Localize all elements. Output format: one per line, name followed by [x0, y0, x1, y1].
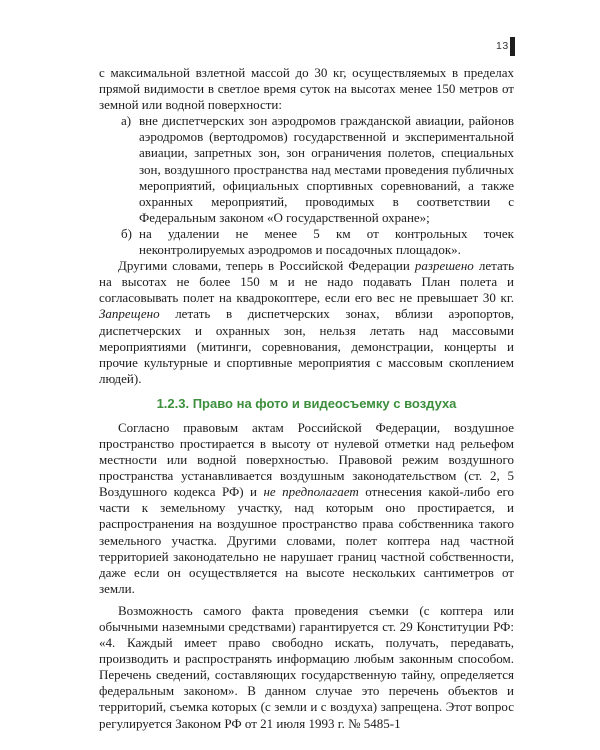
emphasis-allowed: разрешено — [414, 258, 474, 274]
list-item-text: вне диспетчерских зон аэродромов гражданской авиации, районов аэродромов (вертодромов) государственной и экспериментальной авиации, запретных зон, зон ограничения полетов, специальных зон, воздушного пространства над местами проведения публичных мероприятий, официальных спортивных соревнований, а также охранных мероприятий, проводимых в соответствии с Федеральным законом «О государственной охране»; — [139, 113, 514, 225]
section-heading: 1.2.3. Право на фото и видеосъемку с воздуха — [156, 395, 457, 411]
list-item-b — [99, 226, 514, 258]
paragraph-airspace — [99, 420, 514, 597]
page-body — [99, 65, 514, 732]
page-number: 13 — [496, 40, 509, 52]
list-marker: а) — [121, 113, 132, 129]
emphasis-not-implied: не предполагает — [263, 484, 359, 500]
text-run: Согласно правовым актам Российской Федерации, воздушное пространство простирается в высоту от нулевой отметки над рельефом местности или водной поверхностью. Правовой режим воздушного пространства устанавливается воздушным законодательством (ст. 2, 5 Воздушного кодекса РФ) и — [99, 419, 514, 500]
page-number-marker — [510, 37, 515, 56]
text-run: Другими словами, теперь в Российской Федерации — [118, 258, 415, 274]
paragraph-constitution: Возможность самого факта проведения съемки (с коптера или обычными наземными средствами) гарантируется ст. 29 Конституции РФ: «4. Каждый имеет право свободно искать, получать, передавать, производить и распространять информацию любым законным способом. Перечень сведений, составляющих государственную тайну, определяется федеральным законом». В данном случае это перечень объектов и территорий, съемка которых (с земли и с воздуха) запрещена. Этот вопрос регулируется Законом РФ от 21 июля 1993 г. № 5485-1 — [99, 602, 514, 731]
list-item-text: на удалении не менее 5 км от контрольных точек неконтролируемых аэродромов и посадочных площадок». — [139, 225, 514, 258]
paragraph-summary — [99, 258, 514, 387]
list-item-a — [99, 113, 514, 226]
paragraph-intro: с максимальной взлетной массой до 30 кг, осуществляемых в пределах прямой видимости в светлое время суток на высотах менее 150 метров от земной или водной поверхности: — [99, 65, 514, 113]
emphasis-forbidden: Запрещено — [99, 306, 160, 322]
text-run: летать в диспетчерских зонах, вблизи аэропортов, диспетчерских и охранных зон, нельзя летать над массовыми мероприятиями (митинги, соревнования, демонстрации, концерты и прочие культурные и спортивные мероприятия с массовым скоплением людей). — [99, 306, 514, 386]
text-run: отнесения какой-либо его части к земельному участку, над которым оно простирается, и распространения на воздушное пространство права собственника такого земельного участка. Другими словами, полет коптера над частной территорией законодательно не нарушает границ частной собственности, даже если он осуществляется на высоте нескольких сантиметров от земли. — [99, 484, 514, 596]
list-marker: б) — [121, 225, 132, 241]
text-run: летать на высотах не более 150 м и не надо подавать План полета и согласовывать полет на квадрокоптере, если его вес не превышает 30 кг. — [99, 258, 515, 306]
